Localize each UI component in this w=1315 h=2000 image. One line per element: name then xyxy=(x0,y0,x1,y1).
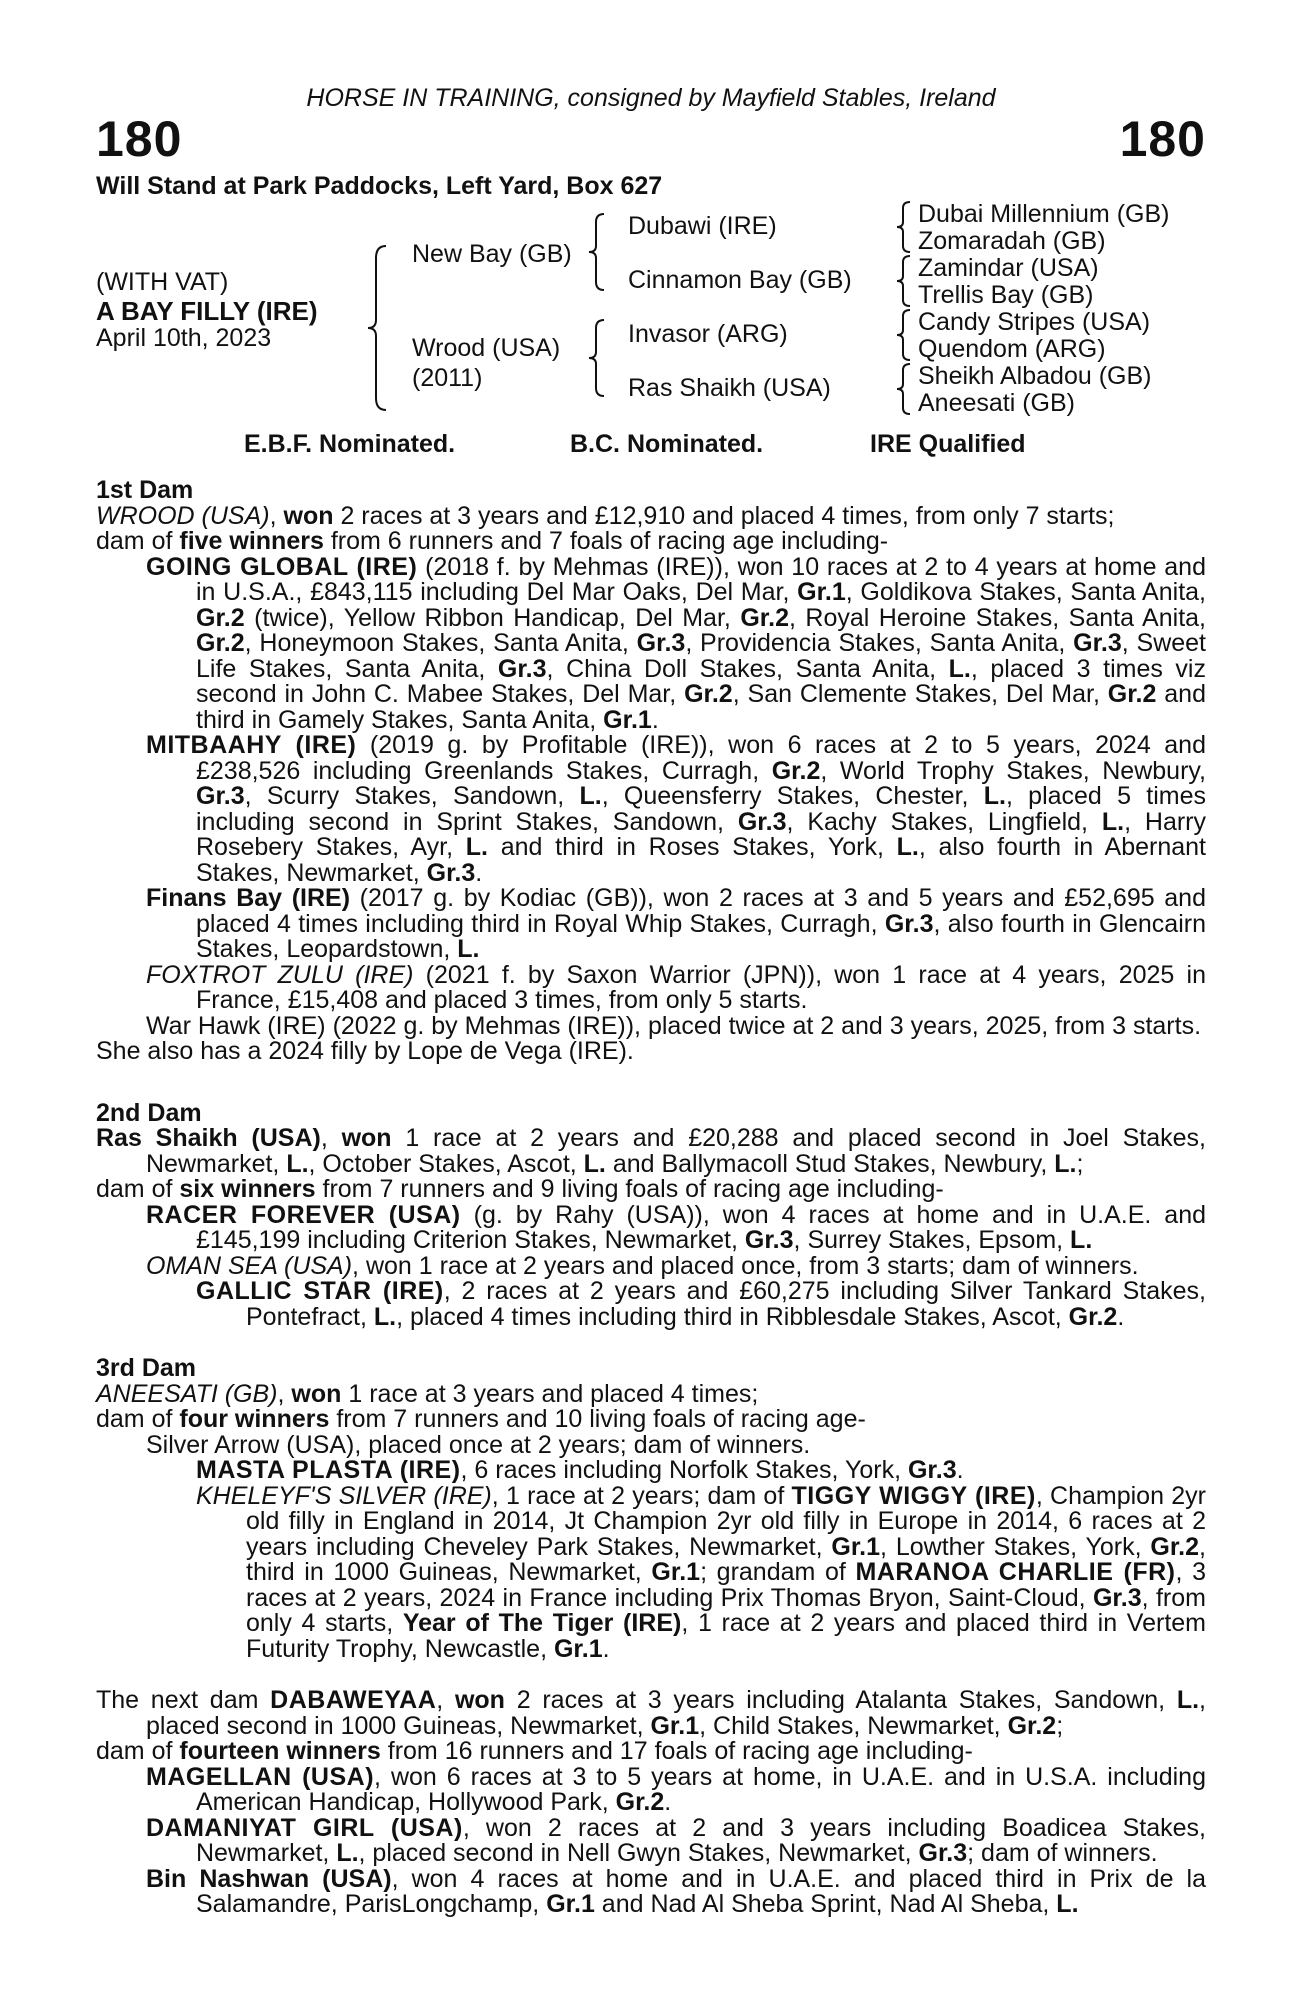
great-grandparent-8: Aneesati (GB) xyxy=(918,389,1076,417)
first-dam-heading: 1st Dam xyxy=(96,476,194,504)
sire-sire: Dubawi (IRE) xyxy=(628,212,777,240)
foaling-date: April 10th, 2023 xyxy=(96,324,272,352)
great-grandparent-6: Quendom (ARG) xyxy=(918,335,1106,363)
produce-note: She also has a 2024 filly by Lope de Vega (IRE). xyxy=(96,1037,634,1065)
stable-location: Will Stand at Park Paddocks, Left Yard, Box 627 xyxy=(96,172,663,200)
third-dam-heading: 3rd Dam xyxy=(96,1354,197,1382)
gs1-brace xyxy=(894,200,914,254)
great-grandparent-1: Dubai Millennium (GB) xyxy=(918,200,1170,228)
great-grandparent-2: Zomaradah (GB) xyxy=(918,227,1106,255)
dam-year: (2011) xyxy=(412,364,483,392)
dam-brace xyxy=(586,318,608,398)
produce-entry: MAGELLAN (USA), won 6 races at 3 to 5 years at home, in U.A.E. and in U.S.A. including American Handicap, Hollywood Park, Gr.2. xyxy=(146,1762,1206,1816)
great-grandparent-3: Zamindar (USA) xyxy=(918,254,1099,282)
first-dam-produce-count: dam of five winners from 6 runners and 7 foals of racing age including- xyxy=(96,527,889,555)
produce-record xyxy=(96,478,1206,1918)
third-dam-summary: ANEESATI (GB), won 1 race at 3 years and placed 4 times; xyxy=(96,1379,759,1408)
second-dam-produce-count: dam of six winners from 7 runners and 9 living foals of racing age including- xyxy=(96,1175,944,1203)
dam-sire: Invasor (ARG) xyxy=(628,320,788,348)
lot-number-right: 180 xyxy=(1119,111,1206,167)
horse-name: A BAY FILLY (IRE) xyxy=(96,296,318,326)
pedigree-table xyxy=(96,0,1206,480)
ire-qualified: IRE Qualified xyxy=(870,430,1026,458)
next-dam-produce-count: dam of fourteen winners from 16 runners and 17 foals of racing age including- xyxy=(96,1737,973,1765)
produce-entry: War Hawk (IRE) (2022 g. by Mehmas (IRE)), placed twice at 2 and 3 years, 2025, from 3 starts. xyxy=(146,1011,1202,1040)
great-grandparent-4: Trellis Bay (GB) xyxy=(918,281,1094,309)
produce-entry: MASTA PLASTA (IRE), 6 races including Norfolk Stakes, York, Gr.3. xyxy=(196,1456,964,1484)
produce-entry: FOXTROT ZULU (IRE) (2021 f. by Saxon Warrior (JPN)), won 1 race at 4 years, 2025 in France, £15,408 and placed 3 times, from only 5 starts. xyxy=(146,960,1206,1014)
produce-entry: MITBAAHY (IRE) (2019 g. by Profitable (IRE)), won 6 races at 2 to 5 years, 2024 and £238,526 including Greenlands Stakes, Curragh, Gr.2, World Trophy Stakes, Newbury, Gr.3, Scurry Stakes, Sandown, L., Queensferry Stakes, Chester, L., placed 5 times including second in Sprint Stakes, Sandown, Gr.3, Kachy Stakes, Lingfield, L., Harry Rosebery Stakes, Ayr, L. and third in Roses Stakes, York, L., also fourth in Abernant Stakes, Newmarket, Gr.3. xyxy=(146,731,1207,887)
dam: Wrood (USA) xyxy=(412,334,561,362)
consignor-line: HORSE IN TRAINING, consigned by Mayfield Stables, Ireland xyxy=(306,84,996,112)
lot-number-left: 180 xyxy=(96,111,183,167)
bc-nomination: B.C. Nominated. xyxy=(570,430,764,458)
produce-entry: KHELEYF'S SILVER (IRE), 1 race at 2 years; dam of TIGGY WIGGY (IRE), Champion 2yr old filly in England in 2014, Jt Champion 2yr old filly in Europe in 2014, 6 races at 2 years including Cheveley Park Stakes, Newmarket, Gr.1, Lowther Stakes, York, Gr.2, third in 1000 Guineas, Newmarket, Gr.1; grandam of MARANOA CHARLIE (FR), 3 races at 2 years, 2024 in France including Prix Thomas Bryon, Saint-Cloud, Gr.3, from only 4 starts, Year of The Tiger (IRE), 1 race at 2 years and placed third in Vertem Futurity Trophy, Newcastle, Gr.1. xyxy=(196,1481,1207,1663)
third-dam-produce-count: dam of four winners from 7 runners and 10 living foals of racing age- xyxy=(96,1405,866,1433)
produce-entry: Finans Bay (IRE) (2017 g. by Kodiac (GB)), won 2 races at 3 and 5 years and £52,695 and placed 4 times including third in Royal Whip Stakes, Curragh, Gr.3, also fourth in Glencairn Stakes, Leopardstown, L. xyxy=(146,884,1206,963)
produce-entry: Bin Nashwan (USA), won 4 races at home and in U.A.E. and placed third in Prix de la Salamandre, ParisLongchamp, Gr.1 and Nad Al Sheba Sprint, Nad Al Sheba, L. xyxy=(146,1864,1206,1918)
produce-entry: GOING GLOBAL (IRE) (2018 f. by Mehmas (IRE)), won 10 races at 2 to 4 years at home and in U.S.A., £843,115 including Del Mar Oaks, Del Mar, Gr.1, Goldikova Stakes, Santa Anita, Gr.2 (twice), Yellow Ribbon Handicap, Del Mar, Gr.2, Royal Heroine Stakes, Santa Anita, Gr.2, Honeymoon Stakes, Santa Anita, Gr.3, Providencia Stakes, Santa Anita, Gr.3, Sweet Life Stakes, Santa Anita, Gr.3, China Doll Stakes, Santa Anita, L., placed 3 times viz second in John C. Mabee Stakes, Del Mar, Gr.2, San Clemente Stakes, Del Mar, Gr.2 and third in Gamely Stakes, Santa Anita, Gr.1. xyxy=(146,552,1207,734)
great-grandparent-7: Sheikh Albadou (GB) xyxy=(918,362,1152,390)
sire-brace xyxy=(586,212,608,292)
sire-dam: Cinnamon Bay (GB) xyxy=(628,266,852,294)
produce-entry: OMAN SEA (USA), won 1 race at 2 years and placed once, from 3 starts; dam of winners. xyxy=(146,1251,1139,1280)
gs4-brace xyxy=(894,362,914,416)
second-dam-summary: Ras Shaikh (USA), won 1 race at 2 years and £20,288 and placed second in Joel Stakes, Newmarket, L., October Stakes, Ascot, L. and Ballymacoll Stud Stakes, Newbury, L.; xyxy=(96,1124,1206,1178)
vat-note: (WITH VAT) xyxy=(96,268,229,296)
horse-brace xyxy=(364,244,390,412)
first-dam-summary: WROOD (USA), won 2 races at 3 years and £12,910 and placed 4 times, from only 7 starts; xyxy=(96,501,1115,530)
gs2-brace xyxy=(894,254,914,308)
produce-entry: DAMANIYAT GIRL (USA), won 2 races at 2 and 3 years including Boadicea Stakes, Newmarket, L., placed second in Nell Gwyn Stakes, Newmarket, Gr.3; dam of winners. xyxy=(146,1813,1206,1867)
ebf-nomination: E.B.F. Nominated. xyxy=(244,430,456,458)
sire: New Bay (GB) xyxy=(412,240,572,268)
dam-dam: Ras Shaikh (USA) xyxy=(628,374,831,402)
gs3-brace xyxy=(894,308,914,362)
produce-entry: Silver Arrow (USA), placed once at 2 years; dam of winners. xyxy=(146,1430,811,1459)
produce-entry: GALLIC STAR (IRE), 2 races at 2 years and £60,275 including Silver Tankard Stakes, Pontefract, L., placed 4 times including third in Ribblesdale Stakes, Ascot, Gr.2. xyxy=(196,1277,1206,1331)
great-grandparent-5: Candy Stripes (USA) xyxy=(918,308,1151,336)
second-dam-heading: 2nd Dam xyxy=(96,1098,202,1127)
produce-entry: RACER FOREVER (USA) (g. by Rahy (USA)), won 4 races at home and in U.A.E. and £145,199 including Criterion Stakes, Newmarket, Gr.3, Surrey Stakes, Epsom, L. xyxy=(146,1200,1207,1254)
next-dam-summary: The next dam DABAWEYAA, won 2 races at 3 years including Atalanta Stakes, Sandown, L., placed second in 1000 Guineas, Newmarket, Gr.1, Child Stakes, Newmarket, Gr.2; xyxy=(96,1686,1206,1740)
catalogue-page xyxy=(96,0,1206,2000)
